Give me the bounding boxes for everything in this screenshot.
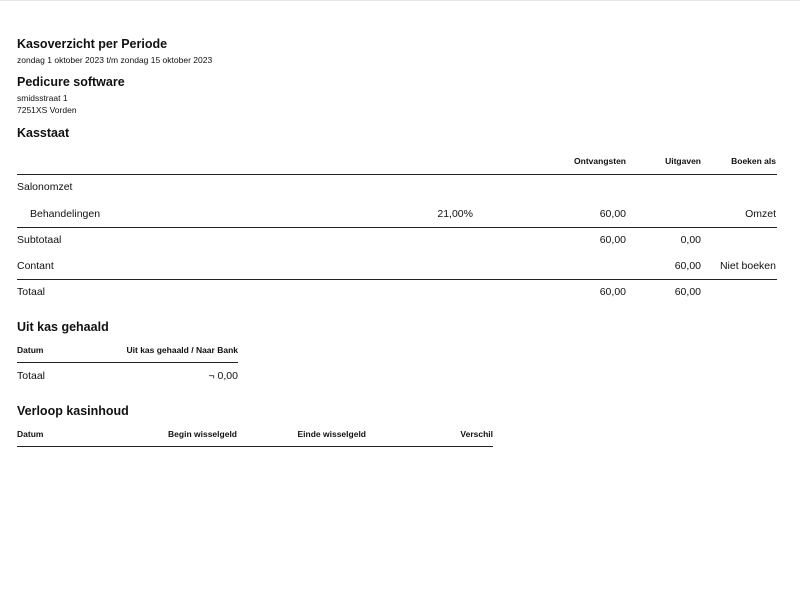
company-street: smidsstraat 1	[17, 93, 68, 103]
uit-kas-header-datum: Datum	[17, 345, 44, 355]
report-period: zondag 1 oktober 2023 t/m zondag 15 oktober 2023	[17, 55, 213, 65]
contant-uitgaven: 60,00	[674, 260, 701, 272]
line-label: Behandelingen	[30, 208, 101, 220]
uit-kas-title: Uit kas gehaald	[17, 320, 109, 334]
company-postal-city: 7251XS Vorden	[17, 105, 77, 115]
total-ontvangsten: 60,00	[599, 286, 626, 298]
subtotal-ontvangsten: 60,00	[599, 234, 626, 246]
top-border	[0, 0, 800, 1]
verloop-header-datum: Datum	[17, 429, 44, 439]
company-name: Pedicure software	[17, 75, 125, 89]
verloop-header-begin: Begin wisselgeld	[168, 429, 237, 439]
uit-kas-total-label: Totaal	[17, 370, 46, 382]
line-ontvangsten: 60,00	[599, 208, 626, 220]
kasstaat-title: Kasstaat	[17, 126, 70, 140]
line-rule	[17, 227, 777, 228]
verloop-header-einde: Einde wisselgeld	[297, 429, 366, 439]
verloop-header-rule	[17, 446, 493, 447]
contant-label: Contant	[17, 260, 54, 272]
subtotal-label: Subtotaal	[17, 234, 62, 246]
contant-boeken-als: Niet boeken	[719, 260, 776, 272]
uit-kas-header-rule	[17, 362, 238, 363]
contant-rule	[17, 279, 777, 280]
line-vat: 21,00%	[437, 208, 473, 220]
verloop-header-verschil: Verschil	[460, 429, 493, 439]
kasstaat-header-rule	[17, 174, 777, 175]
col-header-boeken-als: Boeken als	[731, 156, 776, 166]
col-header-uitgaven: Uitgaven	[665, 156, 701, 166]
line-boeken-als: Omzet	[745, 208, 776, 220]
report-title: Kasoverzicht per Periode	[17, 37, 168, 51]
verloop-title: Verloop kasinhoud	[17, 404, 129, 418]
total-uitgaven: 60,00	[674, 286, 701, 298]
col-header-ontvangsten: Ontvangsten	[574, 156, 626, 166]
uit-kas-header-amount: Uit kas gehaald / Naar Bank	[126, 345, 238, 355]
uit-kas-total-value: ¬ 0,00	[208, 370, 238, 382]
total-label: Totaal	[17, 286, 46, 298]
subtotal-uitgaven: 0,00	[680, 234, 701, 246]
group-label: Salonomzet	[17, 181, 73, 193]
